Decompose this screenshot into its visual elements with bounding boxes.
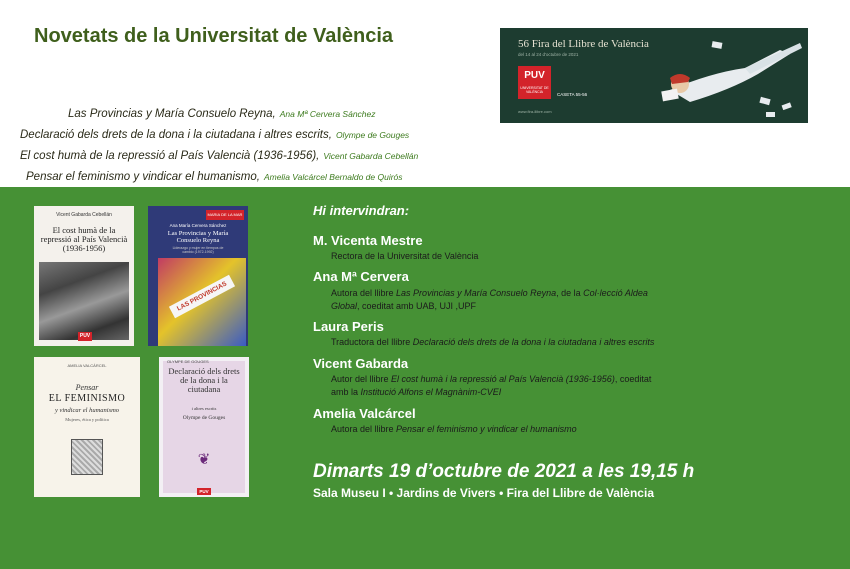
desc-text: Traductora del llibre xyxy=(331,337,413,347)
reading-figure-illustration xyxy=(650,28,808,123)
desc-collection: Global xyxy=(331,301,358,311)
cover-badge: MARIA DE LA MAR xyxy=(206,210,244,220)
desc-book: El cost humà i la repressió al País Valencià (1936-1956) xyxy=(391,374,615,384)
desc-institution: Institució Alfons el Magnànim-CVEI xyxy=(360,387,502,397)
desc-book: Las Provincias y María Consuelo Reyna xyxy=(396,288,557,298)
fira-dates: del 14 al 24 d'octubre de 2021 xyxy=(518,52,579,57)
speaker-name: Laura Peris xyxy=(313,319,384,334)
book-title: Las Provincias y María Consuelo Reyna, xyxy=(68,108,276,120)
puv-logo-sub: UNIVERSITAT DE VALÈNCIA xyxy=(520,86,549,94)
flower-icon: ❦ xyxy=(197,451,211,468)
cover-photo xyxy=(39,262,129,340)
book-title: El cost humà de la repressió al País Valencià (1936-1956), xyxy=(20,150,320,162)
desc-text: Autor del llibre xyxy=(331,374,392,384)
speaker-name: Vicent Gabarda xyxy=(313,356,409,371)
desc-text: , coeditat amb UAB, UJI ,UPF xyxy=(357,301,477,311)
book-cover-el-cost-huma xyxy=(34,206,134,346)
cover-subtitle: Mujeres, ética y política xyxy=(65,417,109,422)
book-title: Pensar el feminismo y vindicar el humanismo, xyxy=(26,171,260,183)
book-cover-declaracio xyxy=(159,357,249,497)
book-author: Ana Mª Cervera Sánchez xyxy=(279,109,376,119)
book-line-1 xyxy=(68,108,376,120)
cover-title-1: Pensar xyxy=(75,383,99,392)
cover-author: OLYMPE DE GOUGES xyxy=(167,359,209,364)
desc-text: Autora del llibre xyxy=(331,288,397,298)
desc-book: Declaració dels drets de la dona i la ciutadana i altres escrits xyxy=(412,337,655,347)
book-line-2 xyxy=(20,129,409,141)
header-area xyxy=(0,0,850,187)
cover-title: Las Provincias y María Consuelo Reyna xyxy=(167,230,229,244)
speaker-desc xyxy=(331,373,651,399)
cover-author: AMELIA VALCÁRCEL xyxy=(67,363,107,368)
cover-author: Ana María Cervera Sánchez xyxy=(169,223,227,228)
desc-text: amb la xyxy=(331,387,361,397)
book-author: Olympe de Gouges xyxy=(335,130,410,140)
cover-subtitle: i altres escrits xyxy=(191,406,217,411)
cover-title-3: y vindicar el humanismo xyxy=(54,407,120,414)
cover-title-2: EL FEMINISMO xyxy=(48,393,126,404)
book-author: Amelia Valcárcel Bernaldo de Quirós xyxy=(263,172,403,182)
event-date: Dimarts 19 d’octubre de 2021 a les 19,15 h xyxy=(313,461,695,482)
cover-author: Vicent Gabarda Cebellán xyxy=(56,212,112,218)
cover-title: El cost humà de la repressió al País Valencià (1936-1956) xyxy=(40,225,128,253)
speaker-desc xyxy=(331,287,648,313)
fira-website: www.fira-llibre.com xyxy=(518,109,552,114)
page-title: Novetats de la Universitat de València xyxy=(34,25,394,47)
speaker-desc: Rectora de la Universitat de València xyxy=(331,251,479,261)
book-cover-las-provincias xyxy=(148,206,248,346)
puv-logo-text: PUV xyxy=(524,70,545,81)
puv-logo xyxy=(518,66,551,99)
desc-text: , de la xyxy=(556,288,584,298)
desc-book: Pensar el feminismo y vindicar el humanismo xyxy=(396,424,577,434)
book-author: Vicent Gabarda Cebellán xyxy=(323,151,419,161)
desc-collection: Col·lecció Aldea xyxy=(583,288,648,298)
book-cover-pensar-el-feminismo xyxy=(34,357,140,497)
cover-engraving xyxy=(71,439,103,475)
speaker-name: Amelia Valcárcel xyxy=(313,406,416,421)
speaker-name: M. Vicenta Mestre xyxy=(313,233,423,248)
speaker-desc xyxy=(331,336,654,349)
event-place: Sala Museu I • Jardins de Vivers • Fira del Llibre de València xyxy=(313,486,654,500)
book-title: Declaració dels drets de la dona i la ciutadana i altres escrits, xyxy=(20,129,332,141)
speaker-desc xyxy=(331,423,577,436)
book-line-3 xyxy=(20,150,418,162)
caseta-label: CASETA 55-56 xyxy=(557,92,588,97)
newspaper: LAS PROVINCIAS xyxy=(169,275,235,318)
speakers-heading: Hi intervindran: xyxy=(313,203,410,218)
cover-subtitle: Liderazgo y mujer en tiempos de cambio (1972-1992) xyxy=(172,246,224,254)
puv-badge: PUV xyxy=(197,488,211,495)
cover-title: Declaració dels drets de la dona i la ciutadana xyxy=(168,366,240,394)
book-line-4 xyxy=(26,171,403,183)
speaker-name: Ana Mª Cervera xyxy=(313,269,409,284)
fira-title: 56 Fira del Llibre de València xyxy=(518,38,649,50)
cover-author-2: Olympe de Gouges xyxy=(182,415,226,421)
desc-text: , coeditat xyxy=(614,374,652,384)
fira-banner xyxy=(500,28,808,123)
desc-text: Autora del llibre xyxy=(331,424,397,434)
puv-badge: PUV xyxy=(79,333,91,339)
